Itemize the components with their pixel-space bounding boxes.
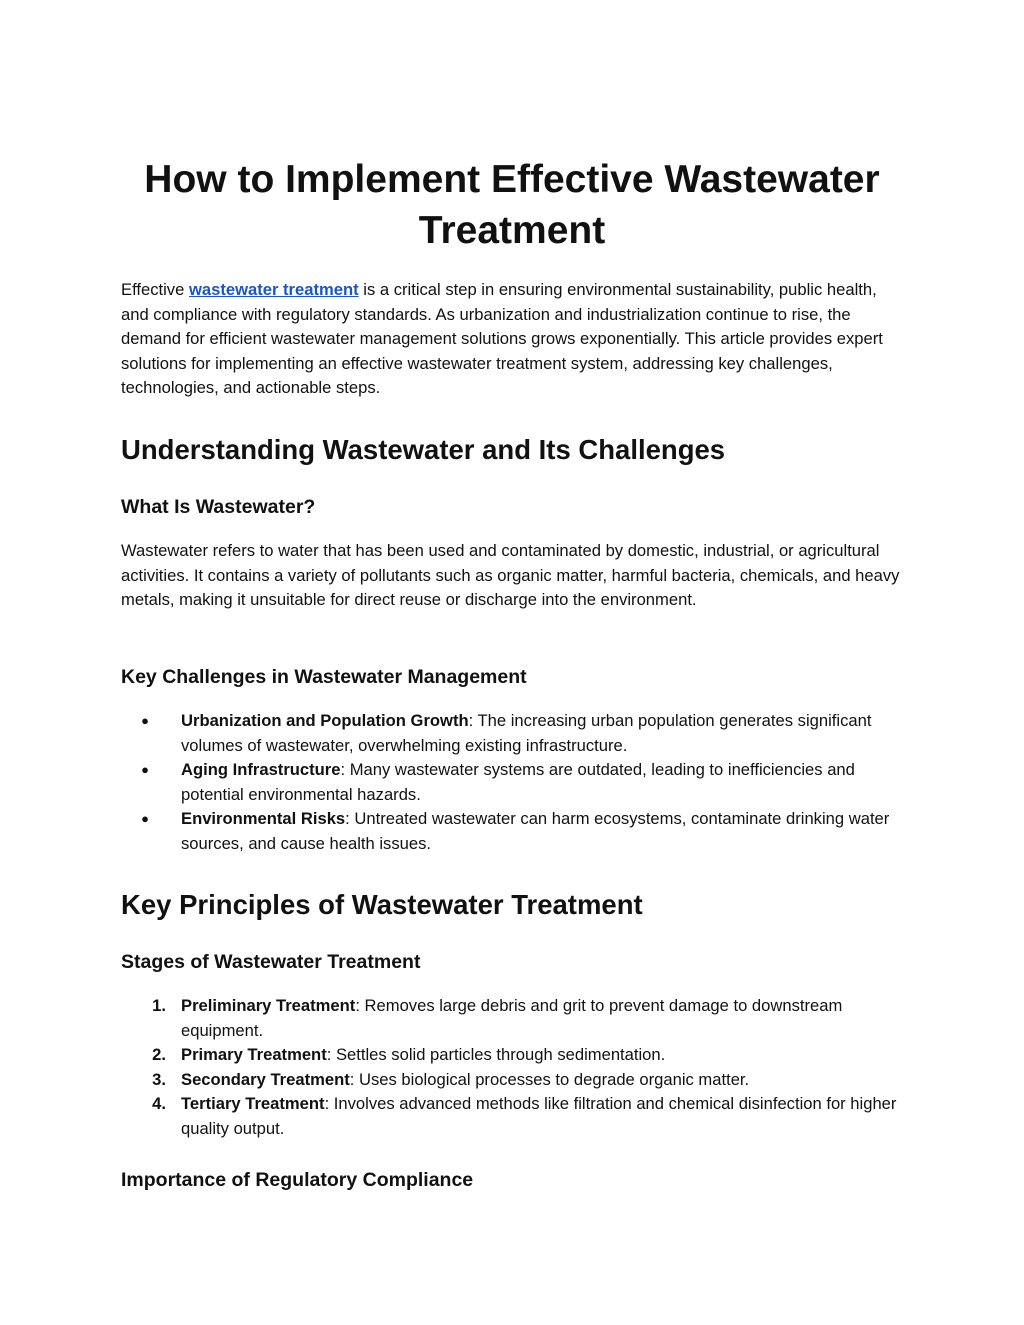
list-item <box>121 709 906 758</box>
list-item-desc: : The increasing urban population generates significant volumes of wastewater, overwhelming existing infrastructure. <box>181 711 872 755</box>
list-item-desc: : Involves advanced methods like filtration and chemical disinfection for higher quality output. <box>181 1094 897 1138</box>
list-item <box>121 994 906 1043</box>
subheading-key-challenges: Key Challenges in Wastewater Management <box>121 666 527 688</box>
bullet-marker: ● <box>141 762 149 777</box>
subheading-what-is-wastewater: What Is Wastewater? <box>121 496 316 518</box>
list-item-desc: : Uses biological processes to degrade organic matter. <box>349 1069 750 1089</box>
list-number: 2. <box>152 1045 166 1064</box>
intro-text-before: Effective <box>121 280 189 299</box>
list-number: 3. <box>152 1069 166 1089</box>
list-item-term: Primary Treatment <box>181 1045 327 1064</box>
list-item <box>121 758 906 807</box>
list-item-term: Urbanization and Population Growth <box>181 711 469 730</box>
list-item-term: Aging Infrastructure <box>181 760 341 779</box>
section-heading-understanding: Understanding Wastewater and Its Challenges <box>121 434 726 465</box>
wastewater-definition-paragraph: Wastewater refers to water that has been used and contaminated by domestic, industrial, or agricultural activities. It contains a variety of pollutants such as organic matter, harmful bacteria, chemicals, and heavy metals, making it unsuitable for direct reuse or discharge into the environment. <box>121 541 900 609</box>
stages-list <box>121 994 906 1141</box>
subheading-regulatory-compliance: Importance of Regulatory Compliance <box>121 1169 474 1191</box>
list-item-desc: : Many wastewater systems are outdated, leading to inefficiencies and potential environmental hazards. <box>181 760 855 804</box>
subheading-stages: Stages of Wastewater Treatment <box>121 951 421 973</box>
bullet-marker: ● <box>141 713 149 728</box>
list-item <box>121 1043 906 1068</box>
intro-text-after: is a critical step in ensuring environmental sustainability, public health, and compliance with regulatory standards. As urbanization and industrialization continue to rise, the demand for efficient wastewater management solutions grows exponentially. This article provides expert solutions for implementing an effective wastewater treatment system, addressing key challenges, technologies, and actionable steps. <box>121 280 883 397</box>
section-heading-key-principles: Key Principles of Wastewater Treatment <box>121 889 643 920</box>
list-item-term: Secondary Treatment <box>181 1069 350 1089</box>
list-number: 4. <box>152 1094 166 1113</box>
wastewater-treatment-link[interactable]: wastewater treatment <box>188 280 359 299</box>
list-item-desc: : Untreated wastewater can harm ecosystems, contaminate drinking water sources, and cause health issues. <box>181 809 890 853</box>
list-item-desc: : Removes large debris and grit to prevent damage to downstream equipment. <box>181 996 843 1040</box>
intro-paragraph <box>121 278 906 401</box>
list-item <box>121 807 906 856</box>
page-title: How to Implement Effective Wastewater Treatment <box>144 158 880 252</box>
list-item <box>121 1092 906 1141</box>
list-item-term: Preliminary Treatment <box>181 996 356 1015</box>
list-number: 1. <box>152 996 166 1015</box>
list-item-desc: : Settles solid particles through sedimentation. <box>326 1045 666 1064</box>
list-item-term: Environmental Risks <box>181 809 346 828</box>
bullet-marker: ● <box>141 811 149 826</box>
challenges-list <box>121 709 906 856</box>
list-item <box>121 1068 906 1093</box>
list-item-term: Tertiary Treatment <box>181 1094 325 1113</box>
